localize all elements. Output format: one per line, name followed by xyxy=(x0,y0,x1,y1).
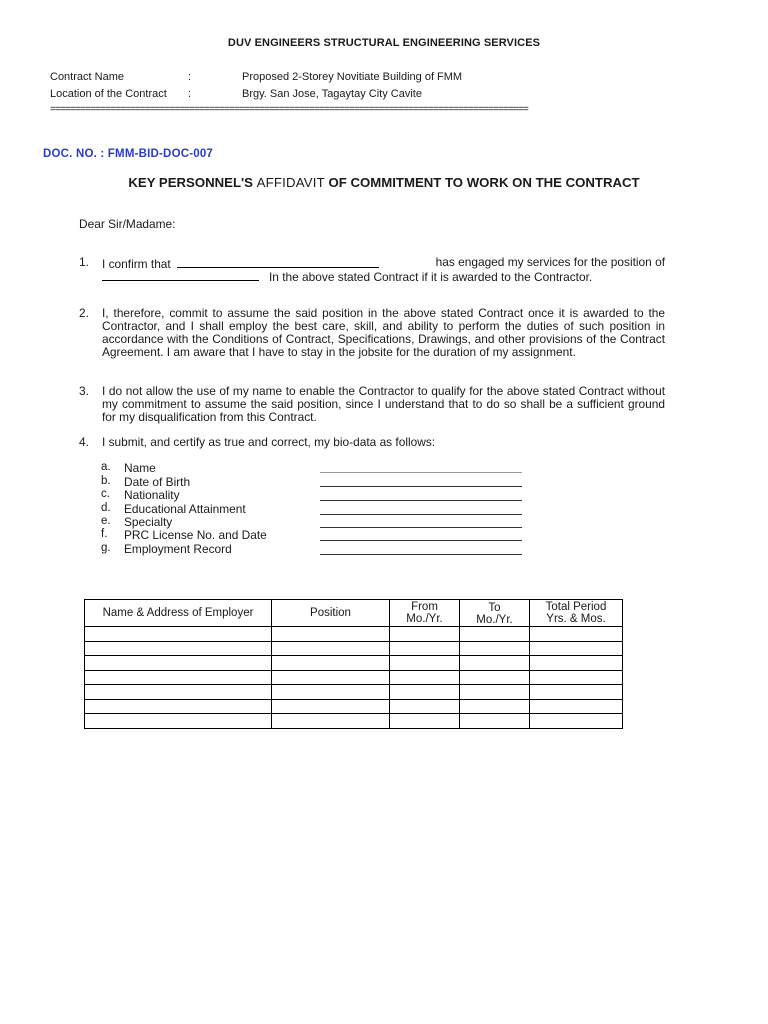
table-cell[interactable] xyxy=(460,641,530,656)
title-part-affidavit: AFFIDAVIT xyxy=(256,175,325,190)
table-cell[interactable] xyxy=(85,670,272,685)
biodata-line-nationality[interactable] xyxy=(320,500,522,501)
biodata-label-specialty: Specialty xyxy=(124,515,173,529)
position-blank[interactable] xyxy=(102,269,259,281)
table-cell[interactable] xyxy=(390,656,460,671)
table-cell[interactable] xyxy=(460,656,530,671)
table-cell[interactable] xyxy=(85,685,272,700)
col-header-from xyxy=(390,600,460,627)
table-row xyxy=(85,627,623,642)
item-3-text: I do not allow the use of my name to enable the Contractor to qualify for the above stated Contract without my commitment to assume the said position, since I understand that to do so shall be a sufficient ground for my disqualification from this Contract. xyxy=(102,384,665,424)
table-cell[interactable] xyxy=(530,685,623,700)
biodata-line-name[interactable] xyxy=(320,472,522,473)
company-name: DUV ENGINEERS STRUCTURAL ENGINEERING SERVICES xyxy=(227,37,541,49)
biodata-letter-g: g. xyxy=(101,542,111,554)
table-row xyxy=(85,699,623,714)
biodata-label-prc-license: PRC License No. and Date xyxy=(124,528,267,542)
biodata-label-nationality: Nationality xyxy=(124,488,180,502)
table-cell[interactable] xyxy=(390,627,460,642)
location-separator: : xyxy=(188,88,192,100)
col-header-employer xyxy=(85,600,272,627)
biodata-line-specialty[interactable] xyxy=(320,527,522,528)
col-header-to xyxy=(460,600,530,627)
salutation: Dear Sir/Madame: xyxy=(79,217,176,231)
col-header-position xyxy=(272,600,390,627)
title-part-1: KEY PERSONNEL'S xyxy=(128,175,257,190)
col-header-to-line2: Mo./Yr. xyxy=(476,614,513,626)
biodata-label-employment-record: Employment Record xyxy=(124,542,232,556)
contract-name-separator: : xyxy=(188,71,192,83)
table-cell[interactable] xyxy=(272,627,390,642)
table-cell[interactable] xyxy=(85,699,272,714)
table-cell[interactable] xyxy=(390,685,460,700)
biodata-label-educational-attainment: Educational Attainment xyxy=(124,502,246,516)
col-header-from-line1: From xyxy=(411,601,438,613)
biodata-letter-b: b. xyxy=(101,475,111,487)
header-divider: ================================================================================================ xyxy=(50,104,528,115)
table-cell[interactable] xyxy=(530,670,623,685)
location-value: Brgy. San Jose, Tagaytay City Cavite xyxy=(242,88,422,100)
table-row xyxy=(85,714,623,729)
biodata-letter-d: d. xyxy=(101,502,111,514)
table-body xyxy=(85,627,623,729)
table-cell[interactable] xyxy=(272,714,390,729)
employment-record-table xyxy=(84,599,623,729)
item-4-text: I submit, and certify as true and correct, my bio-data as follows: xyxy=(102,435,436,449)
biodata-letter-f: f. xyxy=(101,528,108,540)
col-header-to-line1: To xyxy=(488,602,501,614)
item-3-number: 3. xyxy=(79,384,89,398)
biodata-line-date-of-birth[interactable] xyxy=(320,486,522,487)
item-1-confirm-text: I confirm that xyxy=(102,257,171,271)
col-header-position-text: Position xyxy=(310,607,351,619)
item-1-engaged-text: has engaged my services for the position of xyxy=(435,255,665,269)
table-cell[interactable] xyxy=(85,714,272,729)
employer-name-blank[interactable] xyxy=(177,256,379,268)
table-row xyxy=(85,685,623,700)
item-1-tail-text: In the above stated Contract if it is awarded to the Contractor. xyxy=(269,270,593,284)
col-header-from-line2: Mo./Yr. xyxy=(406,613,443,625)
table-cell[interactable] xyxy=(272,685,390,700)
table-cell[interactable] xyxy=(530,656,623,671)
biodata-label-date-of-birth: Date of Birth xyxy=(124,475,191,489)
table-cell[interactable] xyxy=(460,714,530,729)
col-header-total-line1: Total Period xyxy=(545,601,607,613)
table-cell[interactable] xyxy=(530,714,623,729)
table-cell[interactable] xyxy=(460,627,530,642)
table-cell[interactable] xyxy=(272,699,390,714)
table-row xyxy=(85,670,623,685)
location-label: Location of the Contract xyxy=(50,88,167,100)
col-header-total-line2: Yrs. & Mos. xyxy=(546,613,606,625)
item-4-number: 4. xyxy=(79,435,89,449)
col-header-employer-text: Name & Address of Employer xyxy=(102,607,254,619)
table-cell[interactable] xyxy=(390,699,460,714)
table-row xyxy=(85,656,623,671)
item-2-number: 2. xyxy=(79,306,89,320)
table-cell[interactable] xyxy=(460,699,530,714)
document-title xyxy=(0,175,768,190)
table-cell[interactable] xyxy=(530,641,623,656)
biodata-label-name: Name xyxy=(124,461,156,475)
document-number: DOC. NO. : FMM-BID-DOC-007 xyxy=(43,148,214,160)
contract-name-label: Contract Name xyxy=(50,71,124,83)
biodata-letter-c: c. xyxy=(101,488,110,500)
table-cell[interactable] xyxy=(530,627,623,642)
table-cell[interactable] xyxy=(272,670,390,685)
biodata-line-prc-license[interactable] xyxy=(320,540,522,541)
biodata-letter-a: a. xyxy=(101,461,111,473)
table-cell[interactable] xyxy=(272,656,390,671)
table-header-row xyxy=(85,600,623,627)
table-cell[interactable] xyxy=(460,670,530,685)
title-part-3: OF COMMITMENT TO WORK ON THE CONTRACT xyxy=(324,175,640,190)
table-cell[interactable] xyxy=(460,685,530,700)
item-1-line-2 xyxy=(102,269,665,284)
item-2-text: I, therefore, commit to assume the said position in the above stated Contract once it is awarded to the Contractor, and I shall employ the best care, skill, and ability to perform the duties of such position in accordance with the Conditions of Contract, Specifications, Drawings, and other provisions of the Contract Agreement. I am aware that I have to stay in the jobsite for the duration of my assignment. xyxy=(102,306,665,359)
biodata-line-employment-record[interactable] xyxy=(320,554,522,555)
col-header-total-period xyxy=(530,600,623,627)
table-row xyxy=(85,641,623,656)
table-cell[interactable] xyxy=(85,641,272,656)
contract-name-value: Proposed 2-Storey Novitiate Building of FMM xyxy=(242,71,463,83)
biodata-line-educational-attainment[interactable] xyxy=(320,514,522,515)
table-cell[interactable] xyxy=(390,641,460,656)
table-cell[interactable] xyxy=(530,699,623,714)
table-cell[interactable] xyxy=(85,627,272,642)
biodata-letter-e: e. xyxy=(101,515,111,527)
table-cell[interactable] xyxy=(390,714,460,729)
table-cell[interactable] xyxy=(85,656,272,671)
table-cell[interactable] xyxy=(272,641,390,656)
item-1-number: 1. xyxy=(79,255,89,269)
table-cell[interactable] xyxy=(390,670,460,685)
